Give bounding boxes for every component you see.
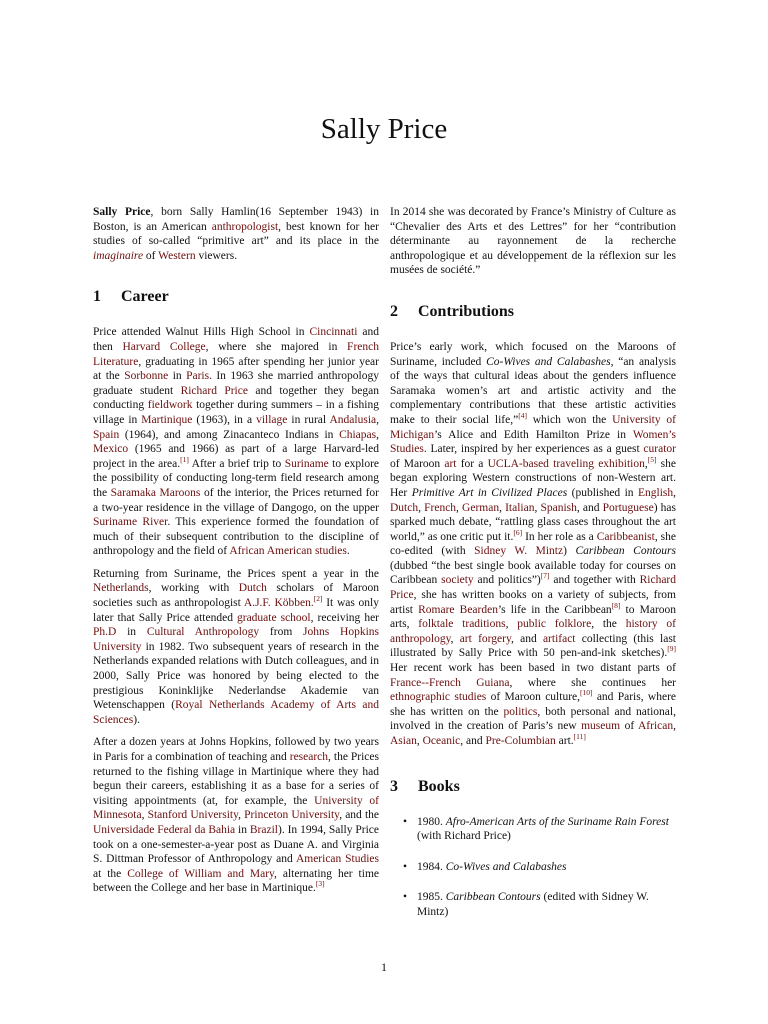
text-run: Caribbean Contours: [575, 545, 676, 558]
career-paragraph-1: [93, 325, 379, 559]
text-run: ,: [238, 809, 245, 822]
book-entry: [417, 816, 669, 843]
wiki-link[interactable]: Spanish: [540, 501, 577, 514]
wiki-link[interactable]: Women’s Studies: [390, 428, 676, 456]
wiki-link[interactable]: graduate school: [236, 611, 311, 624]
text-run: ,: [456, 501, 463, 514]
wiki-link[interactable]: Cultural Anthropology: [146, 626, 260, 639]
text-run: of Maroon culture,: [486, 691, 581, 704]
text-run: and together with: [549, 574, 640, 587]
wiki-link[interactable]: University of Michigan: [390, 413, 676, 441]
text-run: of Maroon: [390, 457, 445, 470]
text-run: to explore the possibility of conducting long-term field research among the: [93, 457, 379, 499]
wiki-link[interactable]: anthropologist: [211, 220, 279, 233]
text-run: of: [143, 249, 159, 262]
wiki-link[interactable]: College of William and Mary: [127, 867, 275, 880]
wiki-link[interactable]: museum: [581, 720, 621, 733]
citation-link[interactable]: [5]: [647, 454, 657, 464]
text-run: in 1982. Two subsequent years of research in the Netherlands expanded relations with Dutch colleagues, and in 2000, Sally Price was honored by being elected to the prestigious Koninklijke Nederlandse Akademie van Wetenschappen (: [93, 640, 379, 712]
wiki-link[interactable]: American Studies: [295, 853, 380, 866]
text-run: (1963), in a: [192, 413, 257, 426]
section-heading-career: [93, 287, 379, 307]
text-run: Afro-American Arts of the Suriname Rain Forest: [445, 815, 669, 828]
text-run: ,: [416, 735, 423, 747]
text-run: , receiving her: [310, 611, 379, 624]
text-run: and together they began conducting: [93, 384, 379, 412]
wiki-link[interactable]: French Literature: [93, 340, 379, 368]
wiki-link[interactable]: Johns Hopkins University: [93, 626, 379, 653]
text-run: ’s Alice and Edith Hamilton Prize in: [434, 428, 633, 441]
text-run: of: [620, 720, 638, 733]
text-run: (1964), and among Zinacanteco Indians in: [119, 428, 340, 441]
citation-link[interactable]: [1]: [180, 454, 189, 464]
wiki-link[interactable]: curator: [643, 443, 676, 456]
wiki-link[interactable]: Richard Price: [180, 384, 248, 397]
wiki-link[interactable]: Richard Price: [390, 574, 676, 602]
wiki-link[interactable]: A.J.F. Köbben: [243, 597, 311, 610]
text-run: to Maroon arts,: [390, 603, 677, 631]
wiki-link[interactable]: Spain: [93, 428, 120, 441]
text-run: Co-Wives and Calabashes: [486, 355, 611, 368]
text-run: ,: [673, 720, 676, 733]
wiki-link[interactable]: art forgery: [459, 632, 511, 645]
text-run: , where she majored in: [205, 340, 348, 353]
wiki-link[interactable]: Saramaka Maroons: [110, 486, 201, 499]
section-number: 1: [93, 288, 101, 306]
text-run: Sally Price: [93, 206, 151, 218]
text-run: ).: [133, 713, 140, 726]
text-run: Price’s early work, which focused on the Maroons of Suriname, included: [390, 340, 676, 368]
wiki-link[interactable]: art: [444, 457, 457, 470]
text-run: ,: [534, 501, 541, 514]
list-item: [390, 860, 676, 875]
wiki-link[interactable]: Princeton University: [244, 809, 340, 822]
text-run: ,: [644, 457, 648, 470]
text-run: , working with: [148, 582, 239, 595]
wiki-link[interactable]: Dutch: [238, 582, 267, 595]
list-item: [390, 815, 676, 844]
text-run: Her recent work has been based in two distant parts of: [390, 662, 676, 675]
left-column: [93, 205, 379, 904]
wiki-link[interactable]: society: [441, 574, 474, 587]
text-run: ). In 1994, Sally Price took on a one-semester-a-year post as Duane A. and Virginia S. Dittman Professor of Anthropology and: [93, 823, 379, 866]
wiki-link[interactable]: Andalusia: [329, 413, 377, 426]
text-run: scholars of Maroon societies such as anthropologist: [93, 582, 379, 610]
wiki-link[interactable]: Pre-Columbian: [485, 735, 556, 747]
text-run: , and the: [339, 809, 379, 822]
text-run: , and: [460, 735, 486, 747]
wiki-link[interactable]: Portuguese: [602, 501, 654, 514]
text-run: for a: [456, 457, 488, 470]
text-run: ): [563, 545, 576, 558]
text-run: ,: [141, 809, 148, 822]
text-run: It was only later that Sally Price attended: [93, 597, 379, 624]
book-entry: [417, 891, 649, 918]
text-run: , born Sally Hamlin(16 September 1943) in Boston, is an American: [93, 206, 379, 233]
text-run: she began exploring Western constructions of non-Western art. Her: [390, 457, 676, 499]
wiki-link[interactable]: Ph.D: [93, 626, 117, 639]
wiki-link[interactable]: University of Minnesota: [93, 794, 379, 822]
text-run: , best known for her studies of so-called “primitive art” and its place in the: [93, 220, 379, 248]
text-run: ,: [499, 501, 506, 514]
wiki-link[interactable]: French: [424, 501, 457, 514]
wiki-link[interactable]: Stanford University: [147, 809, 239, 822]
bullet: •: [403, 860, 408, 873]
text-run: ’s life in the Caribbean: [497, 603, 612, 616]
section-heading-books: [390, 777, 676, 797]
book-entry: [417, 861, 567, 873]
text-run: , and: [576, 501, 603, 514]
section-title: Contributions: [418, 302, 515, 320]
citation-link[interactable]: [4]: [518, 411, 527, 421]
citation-link[interactable]: [9]: [667, 644, 676, 654]
text-run: After a brief trip to: [188, 457, 285, 470]
text-run: in rural: [287, 413, 330, 426]
books-list: [390, 815, 676, 920]
intro-paragraph: [93, 205, 379, 263]
text-run: , where she continues her: [509, 676, 676, 689]
text-run: In 2014 she was decorated by France’s Ministry of Culture as “Chevalier des Arts et des Lettres” for her “contribution déterminante au rayonnement de la recherche anthropologique et au développement de la réflexion sur les musées de société.”: [390, 206, 676, 277]
text-run: . This experience formed the foundation of much of their subsequent contribution to the discipline of anthropology and the field of: [93, 516, 379, 558]
text-run: at the: [93, 867, 128, 880]
wiki-link[interactable]: Italian: [505, 501, 535, 514]
text-run: (edited with Sidney W. Mintz): [417, 891, 649, 918]
wiki-link[interactable]: Martinique: [141, 413, 193, 426]
wiki-link[interactable]: Harvard College: [122, 340, 206, 353]
wiki-link[interactable]: Western: [158, 249, 196, 262]
wiki-link[interactable]: Universidade Federal da Bahia: [93, 823, 236, 836]
text-run: 1984.: [417, 860, 446, 873]
text-run: in: [168, 370, 187, 383]
section-number: 2: [390, 302, 398, 320]
text-run: Caribbean Contours: [445, 891, 541, 904]
text-run: and Paris, where she has written on the: [390, 691, 677, 718]
text-run: , “an analysis of the ways that cultural ideas about the genders influence Saramaka women’s art and artistic activity and the complementary contributions that these artistic activities make to their social life,”: [390, 355, 676, 426]
career-paragraph-3: [93, 735, 379, 896]
citation-link[interactable]: [3]: [315, 879, 325, 889]
wiki-link[interactable]: research: [289, 751, 329, 763]
wiki-link[interactable]: fieldwork: [147, 399, 193, 412]
wiki-link[interactable]: Asian: [390, 735, 417, 747]
section-number: 3: [390, 777, 398, 795]
wiki-link[interactable]: Cincinnati: [309, 326, 358, 339]
wiki-link[interactable]: UCLA-based: [487, 457, 549, 470]
text-run: . Later, inspired by her experiences as a guest: [423, 443, 644, 456]
wiki-link[interactable]: African American studies: [229, 545, 347, 558]
text-run: .: [346, 545, 350, 558]
text-run: ,: [376, 428, 379, 441]
list-item: [390, 890, 676, 919]
career-paragraph-2: [93, 567, 379, 728]
section-heading-contributions: [390, 302, 676, 322]
wiki-link[interactable]: Netherlands: [93, 582, 149, 595]
wiki-link[interactable]: Romare Bearden: [418, 603, 498, 616]
text-run: of the interior, the Prices returned for a two-year residence in the village of Dangogo, on the upper: [93, 486, 379, 514]
wiki-link[interactable]: artifact: [542, 632, 576, 645]
wiki-link[interactable]: Sidney W. Mintz: [474, 545, 564, 558]
page-title: Sally Price: [320, 113, 448, 145]
citation-link[interactable]: [6]: [513, 527, 523, 537]
text-run: , she has written books on a variety of subjects, from artist: [390, 589, 676, 616]
wiki-link[interactable]: African: [638, 720, 674, 733]
text-run: , she co-edited (with: [390, 530, 676, 558]
citation-link[interactable]: [8]: [611, 600, 621, 610]
wiki-link[interactable]: village: [256, 413, 288, 426]
text-run: viewers.: [195, 249, 238, 262]
text-run: , the: [591, 618, 626, 631]
wiki-link[interactable]: France--French Guiana: [390, 676, 510, 689]
wiki-link[interactable]: English: [637, 486, 674, 499]
decoration-paragraph: [390, 205, 676, 278]
wiki-link[interactable]: Mexico: [93, 443, 129, 456]
text-run: art.: [555, 735, 574, 747]
wiki-link[interactable]: Dutch: [390, 501, 419, 514]
contributions-paragraph: [390, 340, 676, 749]
text-run: collecting (this last illustrated by Sally Price with 50 pen-and-ink sketches).: [390, 632, 676, 660]
bullet: •: [403, 891, 408, 904]
wiki-link[interactable]: Caribbeanist: [596, 530, 655, 543]
wiki-link[interactable]: imaginaire: [93, 249, 144, 262]
text-run: , the Prices returned to the fishing village in Martinique where they had begun their careers, establishing it as a base for a series of visiting appointments (at, for example, the: [93, 751, 379, 807]
text-run: in: [116, 626, 147, 639]
wiki-link[interactable]: Paris: [186, 370, 210, 383]
wiki-link[interactable]: Suriname: [284, 457, 329, 470]
text-run: and politics”): [473, 574, 541, 587]
wiki-link[interactable]: history of anthropology: [390, 618, 676, 645]
section-title: Career: [121, 288, 169, 306]
text-run: (published in: [567, 486, 638, 499]
text-run: Returning from Suriname, the Prices spent a year in the: [93, 567, 379, 580]
wiki-link[interactable]: folktale traditions: [418, 618, 506, 631]
text-run: ,: [450, 632, 460, 645]
text-run: from: [259, 626, 304, 639]
citation-link[interactable]: [10]: [580, 688, 593, 698]
text-run: ,: [376, 413, 379, 426]
text-run: ) has sparked much debate, “rattling glass cases throughout the art world,” as one critic put it.: [390, 501, 677, 543]
wiki-link[interactable]: Brazil: [249, 823, 278, 836]
text-run: and then: [93, 326, 379, 353]
wiki-link[interactable]: Sorbonne: [124, 370, 169, 383]
text-run: (1965 and 1966) as part of a large Harvard-led project in the area.: [93, 443, 379, 470]
right-column: [390, 205, 676, 936]
wiki-link[interactable]: Royal Netherlands Academy of Arts and Sciences: [93, 699, 379, 726]
citation-link[interactable]: [7]: [540, 571, 550, 581]
text-run: ,: [418, 501, 425, 514]
text-run: (dubbed “the best single book available today for courses on Caribbean: [390, 559, 676, 587]
page-number: 1: [381, 960, 387, 974]
wiki-link[interactable]: .: [310, 597, 314, 610]
wiki-link[interactable]: German: [462, 501, 500, 514]
section-title: Books: [418, 777, 460, 795]
citation-link[interactable]: [11]: [573, 732, 586, 742]
text-run: Primitive Art in Civilized Places: [411, 486, 568, 499]
text-run: After a dozen years at Johns Hopkins, followed by two years in Paris for a combination of teaching and: [93, 736, 379, 763]
text-run: Co-Wives and Calabashes: [445, 860, 567, 873]
text-run: In her role as a: [522, 530, 597, 543]
text-run: (with Richard Price): [417, 830, 511, 843]
text-run: ,: [673, 486, 676, 499]
text-run: . In 1963 she married anthropology graduate student: [93, 370, 379, 397]
text-run: 1980.: [417, 815, 446, 828]
wiki-link[interactable]: Chiapas: [339, 428, 377, 441]
wiki-link[interactable]: Oceanic: [422, 735, 461, 747]
bullet: •: [403, 815, 408, 828]
text-run: ,: [505, 618, 518, 631]
text-run: together during summers – in a fishing village in: [93, 399, 379, 426]
text-run: , both personal and national, involved in the creation of Paris’s new: [390, 705, 676, 733]
citation-link[interactable]: [2]: [313, 594, 323, 604]
wiki-link[interactable]: ethnographic studies: [390, 691, 487, 704]
wiki-link[interactable]: Suriname River: [93, 516, 168, 529]
text-run: in: [235, 823, 250, 836]
text-run: , graduating in 1965 after spending her junior year at the: [93, 355, 379, 383]
text-run: Price attended Walnut Hills High School in: [93, 326, 310, 339]
wiki-link[interactable]: public folklore: [517, 618, 592, 631]
wiki-link[interactable]: politics: [503, 705, 538, 718]
wiki-link[interactable]: traveling exhibition: [553, 457, 645, 470]
text-run: which won the: [526, 413, 613, 426]
text-run: , and: [510, 632, 543, 645]
text-run: , alternating her time between the College and her base in Martinique.: [93, 867, 379, 895]
text-run: 1985.: [417, 891, 446, 904]
